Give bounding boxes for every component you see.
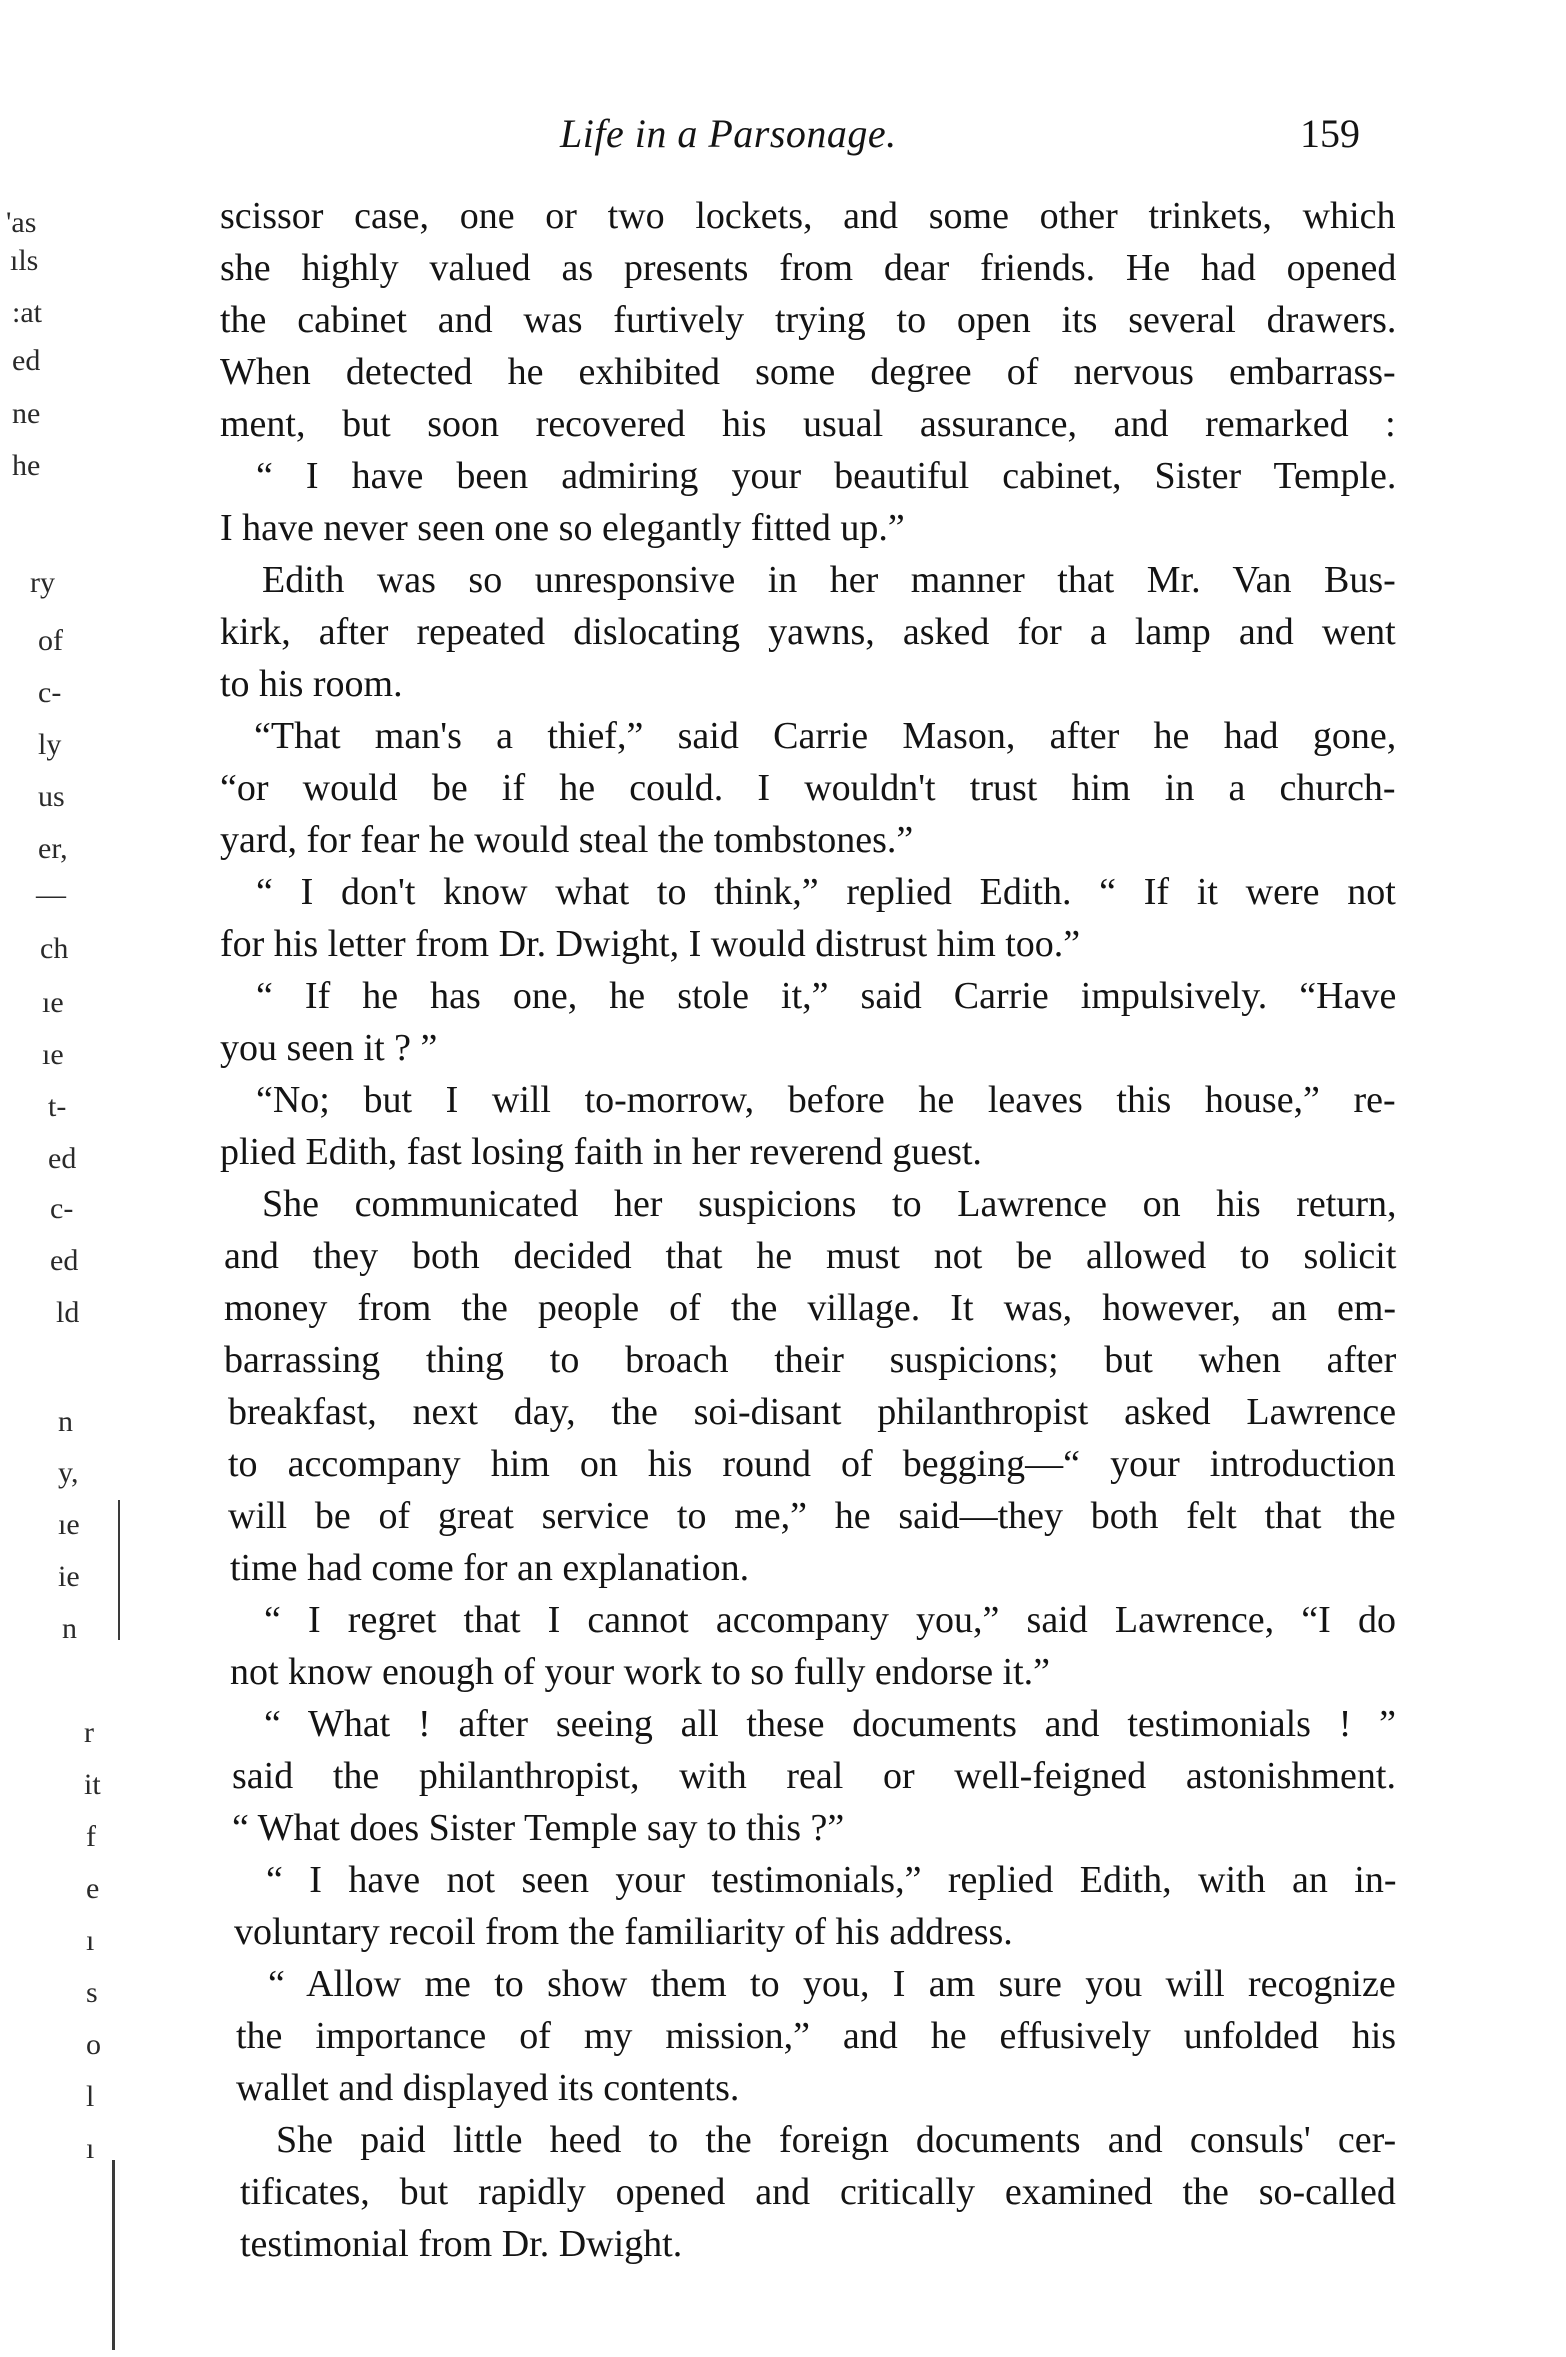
text-line: kirk, after repeated dislocating yawns, asked for a lamp and went — [220, 611, 1396, 653]
text-line: barrassing thing to broach their suspicions; but when after — [224, 1339, 1397, 1381]
gutter-fragment: ld — [56, 1296, 80, 1329]
text-line: “That man's a thief,” said Carrie Mason, after he had gone, — [254, 715, 1397, 757]
gutter-fragment: f — [86, 1820, 96, 1853]
text-line: to his room. — [220, 663, 403, 705]
gutter-fragment: ıe — [58, 1508, 80, 1541]
text-line: “ What does Sister Temple say to this ?” — [232, 1807, 845, 1849]
text-line: She paid little heed to the foreign documents and consuls' cer- — [276, 2119, 1397, 2161]
gutter-fragment: r — [84, 1716, 94, 1749]
gutter-fragment: ı — [86, 1924, 95, 1957]
text-line: the cabinet and was furtively trying to open its several drawers. — [220, 299, 1397, 341]
gutter-fragment: he — [12, 449, 41, 482]
text-line: ment, but soon recovered his usual assurance, and remarked : — [220, 403, 1396, 445]
gutter-fragment: y, — [58, 1456, 79, 1489]
text-line: not know enough of your work to so fully endorse it.” — [230, 1651, 1051, 1693]
facing-page-gutter — [0, 0, 140, 2357]
gutter-fragment: ı — [86, 2132, 95, 2165]
gutter-fragment: ıe — [42, 1038, 64, 1071]
gutter-fragment: s — [86, 1976, 98, 2009]
text-line: said the philanthropist, with real or well-feigned astonishment. — [232, 1755, 1396, 1797]
gutter-fragment: n — [62, 1612, 77, 1645]
gutter-fragment: er, — [38, 832, 68, 865]
gutter-fragment: ne — [12, 397, 41, 430]
text-line: money from the people of the village. It was, however, an em- — [224, 1287, 1397, 1329]
gutter-fragment: us — [38, 780, 65, 813]
gutter-fragment: l — [86, 2080, 95, 2113]
gutter-fragment: ıls — [10, 244, 39, 277]
gutter-fragment: ry — [30, 566, 55, 599]
text-line: she highly valued as presents from dear friends. He had opened — [220, 247, 1397, 289]
gutter-fragment: — — [36, 878, 66, 911]
text-line: scissor case, one or two lockets, and some other trinkets, which — [220, 195, 1396, 237]
text-line: breakfast, next day, the soi-disant philanthropist asked Lawrence — [228, 1391, 1397, 1433]
text-line: “ I regret that I cannot accompany you,” said Lawrence, “I do — [264, 1599, 1396, 1641]
text-line: and they both decided that he must not be allowed to solicit — [224, 1235, 1397, 1277]
text-line: time had come for an explanation. — [230, 1547, 750, 1589]
text-line: “ I have not seen your testimonials,” replied Edith, with an in- — [266, 1859, 1397, 1901]
text-line: the importance of my mission,” and he effusively unfolded his — [236, 2015, 1397, 2057]
text-line: Edith was so unresponsive in her manner that Mr. Van Bus- — [262, 559, 1396, 601]
text-line: will be of great service to me,” he said—they both felt that the — [228, 1495, 1396, 1537]
text-line: testimonial from Dr. Dwight. — [240, 2223, 683, 2265]
gutter-fragment: :at — [12, 296, 42, 329]
gutter-fragment: ie — [58, 1560, 80, 1593]
gutter-fragment: c- — [50, 1192, 74, 1225]
gutter-fragment: e — [86, 1872, 100, 1905]
page-header — [0, 110, 1566, 170]
text-line: “ If he has one, he stole it,” said Carrie impulsively. “Have — [256, 975, 1397, 1017]
gutter-fragment: ly — [38, 728, 62, 761]
gutter-fragment: o — [86, 2028, 101, 2061]
text-line: I have never seen one so elegantly fitted up.” — [220, 507, 905, 549]
running-title: Life in a Parsonage. — [560, 111, 897, 156]
binding-edge-rule — [112, 2160, 115, 2350]
text-line: yard, for fear he would steal the tombstones.” — [220, 819, 914, 861]
text-line: for his letter from Dr. Dwight, I would distrust him too.” — [220, 923, 1081, 965]
gutter-fragment: t- — [48, 1090, 67, 1123]
gutter-fragment: ed — [12, 344, 41, 377]
text-line: She communicated her suspicions to Lawrence on his return, — [262, 1183, 1397, 1225]
gutter-fragment: ıe — [42, 986, 64, 1019]
gutter-fragment: ed — [48, 1142, 77, 1175]
text-line: to accompany him on his round of begging—“ your introduction — [228, 1443, 1396, 1485]
gutter-fragment: c- — [38, 676, 62, 709]
gutter-fragment: 'as — [6, 206, 37, 239]
text-line: voluntary recoil from the familiarity of his address. — [234, 1911, 1013, 1953]
gutter-fragment: of — [38, 624, 63, 657]
text-line: tificates, but rapidly opened and critically examined the so-called — [240, 2171, 1396, 2213]
text-line: “No; but I will to-morrow, before he leaves this house,” re- — [256, 1079, 1396, 1121]
gutter-fragment: ch — [40, 932, 69, 965]
text-line: “ What ! after seeing all these documents and testimonials ! ” — [264, 1703, 1397, 1745]
binding-edge-rule — [118, 1500, 120, 1640]
text-line: “ Allow me to show them to you, I am sure you will recognize — [268, 1963, 1396, 2005]
page-number: 159 — [1300, 111, 1360, 156]
gutter-fragment: n — [58, 1405, 73, 1438]
text-line: plied Edith, fast losing faith in her reverend guest. — [220, 1131, 982, 1173]
gutter-fragment: ed — [50, 1244, 79, 1277]
gutter-fragment: it — [84, 1768, 101, 1801]
text-line: “ I don't know what to think,” replied Edith. “ If it were not — [256, 871, 1396, 913]
text-line: “or would be if he could. I wouldn't trust him in a church- — [220, 767, 1396, 809]
text-line: “ I have been admiring your beautiful cabinet, Sister Temple. — [256, 455, 1397, 497]
text-line: you seen it ? ” — [220, 1027, 438, 1069]
text-line: wallet and displayed its contents. — [236, 2067, 740, 2109]
text-line: When detected he exhibited some degree of nervous embarrass- — [220, 351, 1396, 393]
